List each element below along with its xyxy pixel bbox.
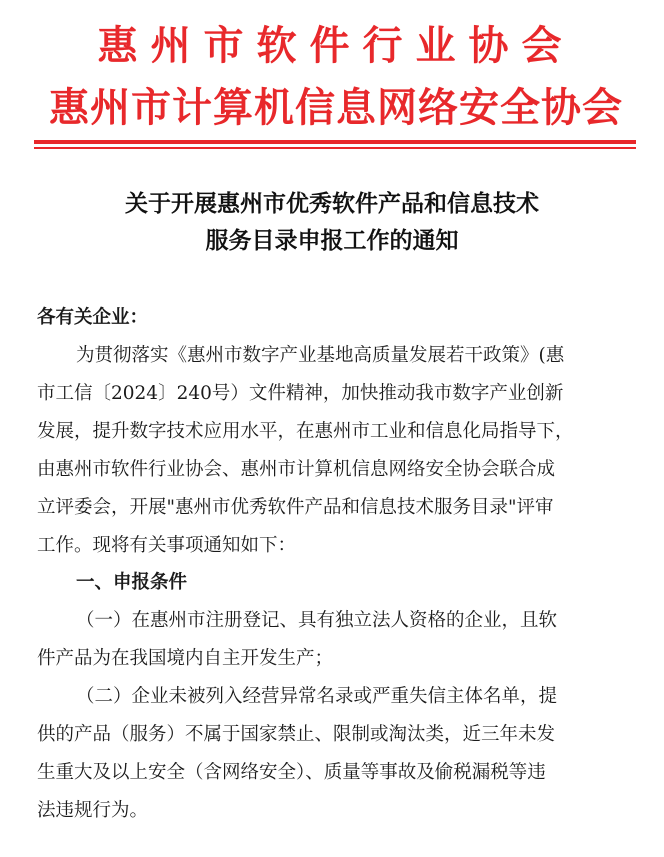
condition-item-1-line: 件产品为在我国境内自主开发生产； — [37, 648, 334, 669]
condition-item-1-line: （一）在惠州市注册登记、具有独立法人资格的企业，且软 — [76, 610, 558, 631]
header-divider-thin — [34, 147, 636, 149]
salutation: 各有关企业： — [37, 307, 149, 328]
intro-paragraph-line: 由惠州市软件行业协会、惠州市计算机信息网络安全协会联合成 — [37, 459, 556, 480]
document-title-line-1: 关于开展惠州市优秀软件产品和信息技术 — [125, 191, 539, 217]
issuer-name-software-association: 惠州市软件行业协会 — [97, 23, 575, 69]
section-heading-application-conditions: 一、申报条件 — [76, 572, 188, 593]
issuer-name-network-security-association: 惠州市计算机信息网络安全协会 — [49, 85, 623, 131]
condition-item-2-line: 法违规行为。 — [37, 800, 149, 821]
intro-paragraph-line: 立评委会，开展"惠州市优秀软件产品和信息技术服务目录"评审 — [37, 497, 554, 518]
condition-item-2-line: 供的产品（服务）不属于国家禁止、限制或淘汰类，近三年未发 — [37, 724, 556, 745]
document-title-line-2: 服务目录申报工作的通知 — [205, 228, 459, 254]
intro-paragraph-line: 为贯彻落实《惠州市数字产业基地高质量发展若干政策》(惠 — [76, 345, 565, 366]
intro-paragraph-line: 工作。现将有关事项通知如下： — [37, 535, 297, 556]
condition-item-2-line: （二）企业未被列入经营异常名录或严重失信主体名单，提 — [76, 686, 558, 707]
intro-paragraph-line: 发展，提升数字技术应用水平，在惠州市工业和信息化局指导下， — [37, 421, 574, 442]
intro-paragraph-line: 市工信〔2024〕240号）文件精神，加快推动我市数字产业创新 — [37, 383, 564, 404]
condition-item-2-line: 生重大及以上安全（含网络安全）、质量等事故及偷税漏税等违 — [37, 762, 546, 783]
header-divider-thick — [34, 140, 636, 144]
